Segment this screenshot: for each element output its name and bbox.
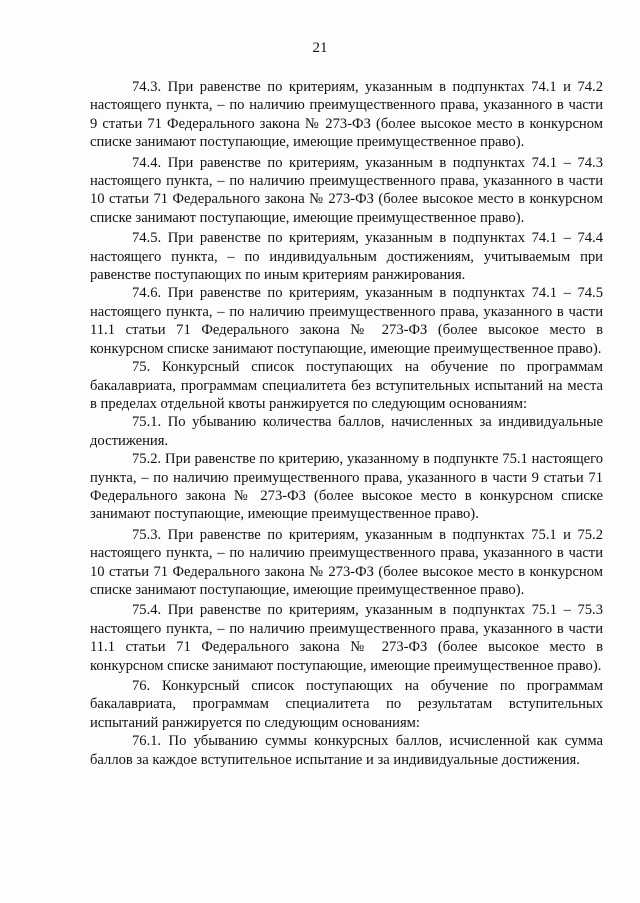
paragraph-75-2: 75.2. При равенстве по критерию, указанному в подпункте 75.1 настоящего пункта, – по наличию преимущественного права, указанного в части 9 статьи 71 Федерального закона № 273-ФЗ (более высокое место в конкурсном списке занимают поступающие, имеющие преимущественное право). (90, 451, 603, 523)
page-number: 21 (312, 40, 328, 56)
document-body (90, 78, 603, 769)
paragraph-75-1: 75.1. По убыванию количества баллов, начисленных за индивидуальные достижения. (90, 414, 603, 449)
paragraph-74-5: 74.5. При равенстве по критериям, указанным в подпунктах 74.1 – 74.4 настоящего пункта, – по индивидуальным достижениям, учитываемым при равенстве поступающих по иным критериям ранжирования. (90, 230, 603, 284)
paragraph-75: 75. Конкурсный список поступающих на обучение по программам бакалавриата, программам специалитета без вступительных испытаний на места в пределах отдельной квоты ранжируется по следующим основаниям: (90, 359, 603, 412)
paragraph-74-4: 74.4. При равенстве по критериям, указанным в подпунктах 74.1 – 74.3 настоящего пункта, – по наличию преимущественного права, указанного в части 10 статьи 71 Федерального закона № 273-ФЗ (более высокое место в конкурсном списке занимают поступающие, имеющие преимущественное право). (90, 154, 603, 226)
paragraph-75-4: 75.4. При равенстве по критериям, указанным в подпунктах 75.1 – 75.3 настоящего пункта, – по наличию преимущественного права, указанного в части 11.1 статьи 71 Федерального закона № 273-ФЗ (более высокое место в конкурсном списке занимают поступающие, имеющие преимущественное право). (90, 602, 603, 674)
paragraph-76-1: 76.1. По убыванию суммы конкурсных баллов, исчисленной как сумма баллов за каждое вступительное испытание и за индивидуальные достижения. (90, 733, 603, 768)
paragraph-75-3: 75.3. При равенстве по критериям, указанным в подпунктах 75.1 и 75.2 настоящего пункта, – по наличию преимущественного права, указанного в части 10 статьи 71 Федерального закона № 273-ФЗ (более высокое место в конкурсном списке занимают поступающие, имеющие преимущественное право). (90, 526, 603, 598)
paragraph-74-6: 74.6. При равенстве по критериям, указанным в подпунктах 74.1 – 74.5 настоящего пункта, – по наличию преимущественного права, указанного в части 11.1 статьи 71 Федерального закона № 273-ФЗ (более высокое место в конкурсном списке занимают поступающие, имеющие преимущественное право). (90, 285, 603, 357)
paragraph-76: 76. Конкурсный список поступающих на обучение по программам бакалавриата, программам специалитета по результатам вступительных испытаний ранжируется по следующим основаниям: (90, 678, 603, 731)
paragraph-74-3: 74.3. При равенстве по критериям, указанным в подпунктах 74.1 и 74.2 настоящего пункта, – по наличию преимущественного права, указанного в части 9 статьи 71 Федерального закона № 273-ФЗ (более высокое место в конкурсном списке занимают поступающие, имеющие преимущественное право). (90, 79, 603, 151)
